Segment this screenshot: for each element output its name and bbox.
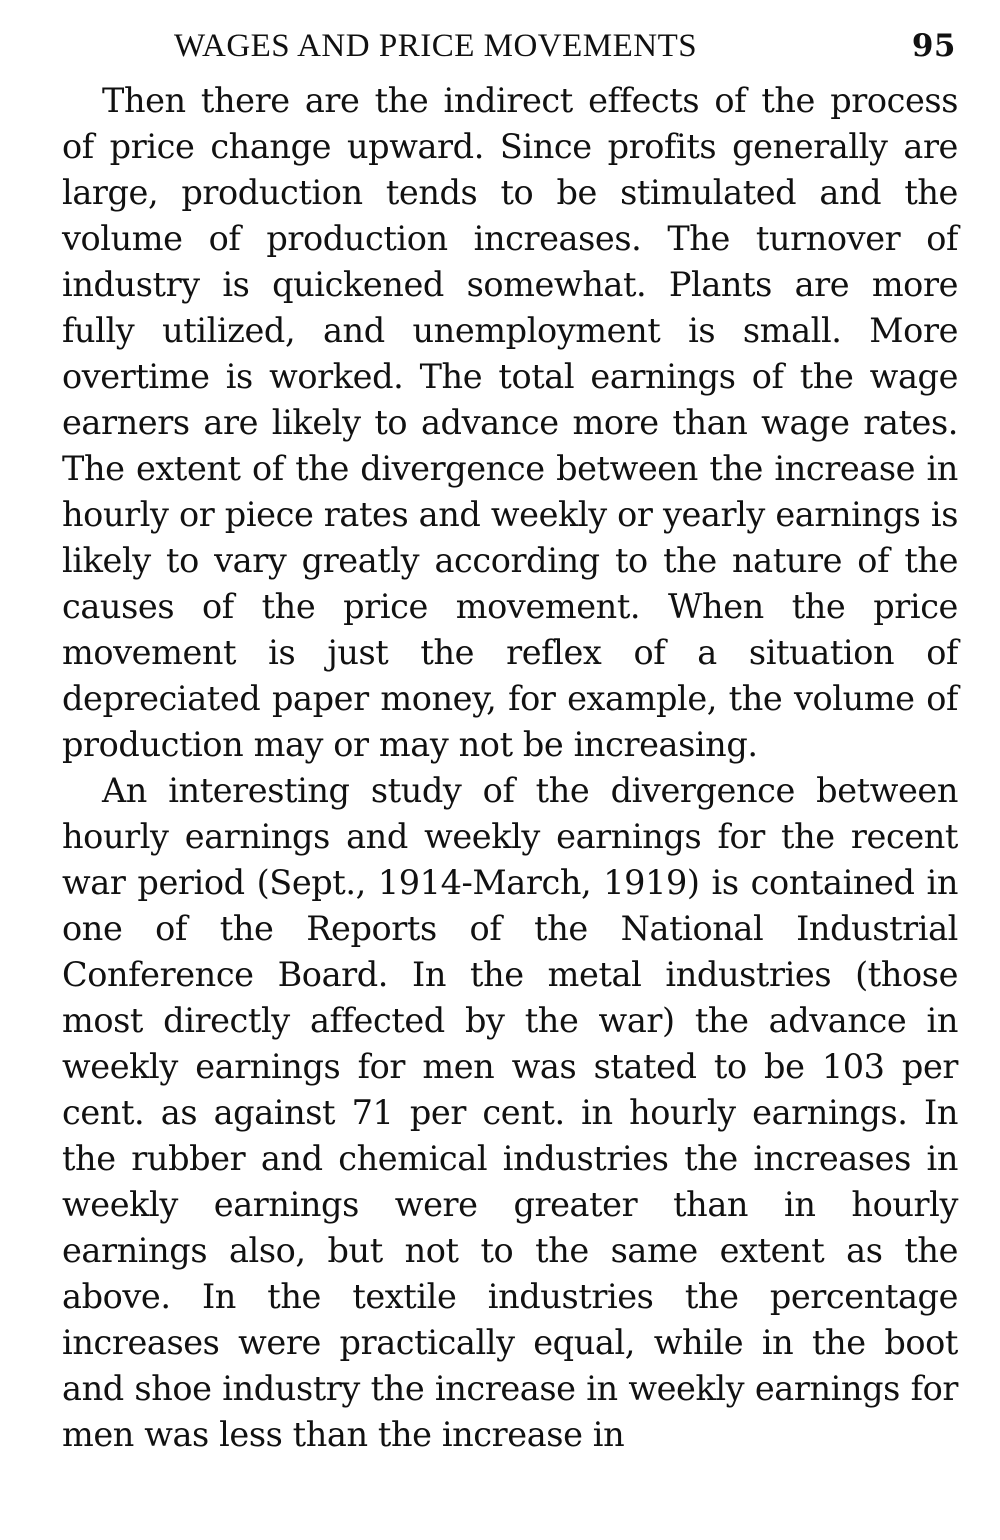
running-head-title: WAGES AND PRICE MOVEMENTS <box>174 28 698 64</box>
body-text <box>62 78 958 1458</box>
page-number: 95 <box>911 28 956 64</box>
book-page <box>62 14 958 1458</box>
paragraph-indirect-effects: Then there are the indirect effects of the process of price change upward. Since profits generally are large, production tends to be stimulated and the volume of production increases. The turnover of industry is quickened somewhat. Plants are more fully utilized, and unemployment is small. More overtime is worked. The total earnings of the wage earners are likely to advance more than wage rates. The extent of the divergence between the increase in hourly or piece rates and weekly or yearly earnings is likely to vary greatly according to the nature of the causes of the price movement. When the price movement is just the reflex of a situation of depreciated paper money, for example, the volume of production may or may not be increasing. <box>62 81 958 764</box>
paragraph-divergence-study: An interesting study of the divergence between hourly earnings and weekly earnings for the recent war period (Sept., 1914-March, 1919) is contained in one of the Reports of the National Industrial Conference Board. In the metal industries (those most directly affected by the war) the advance in weekly earnings for men was stated to be 103 per cent. as against 71 per cent. in hourly earnings. In the rubber and chemical industries the increases in weekly earnings were greater than in hourly earnings also, but not to the same extent as the above. In the textile industries the percentage increases were practically equal, while in the boot and shoe industry the increase in weekly earnings for men was less than the increase in <box>62 771 958 1454</box>
running-head <box>62 14 958 78</box>
